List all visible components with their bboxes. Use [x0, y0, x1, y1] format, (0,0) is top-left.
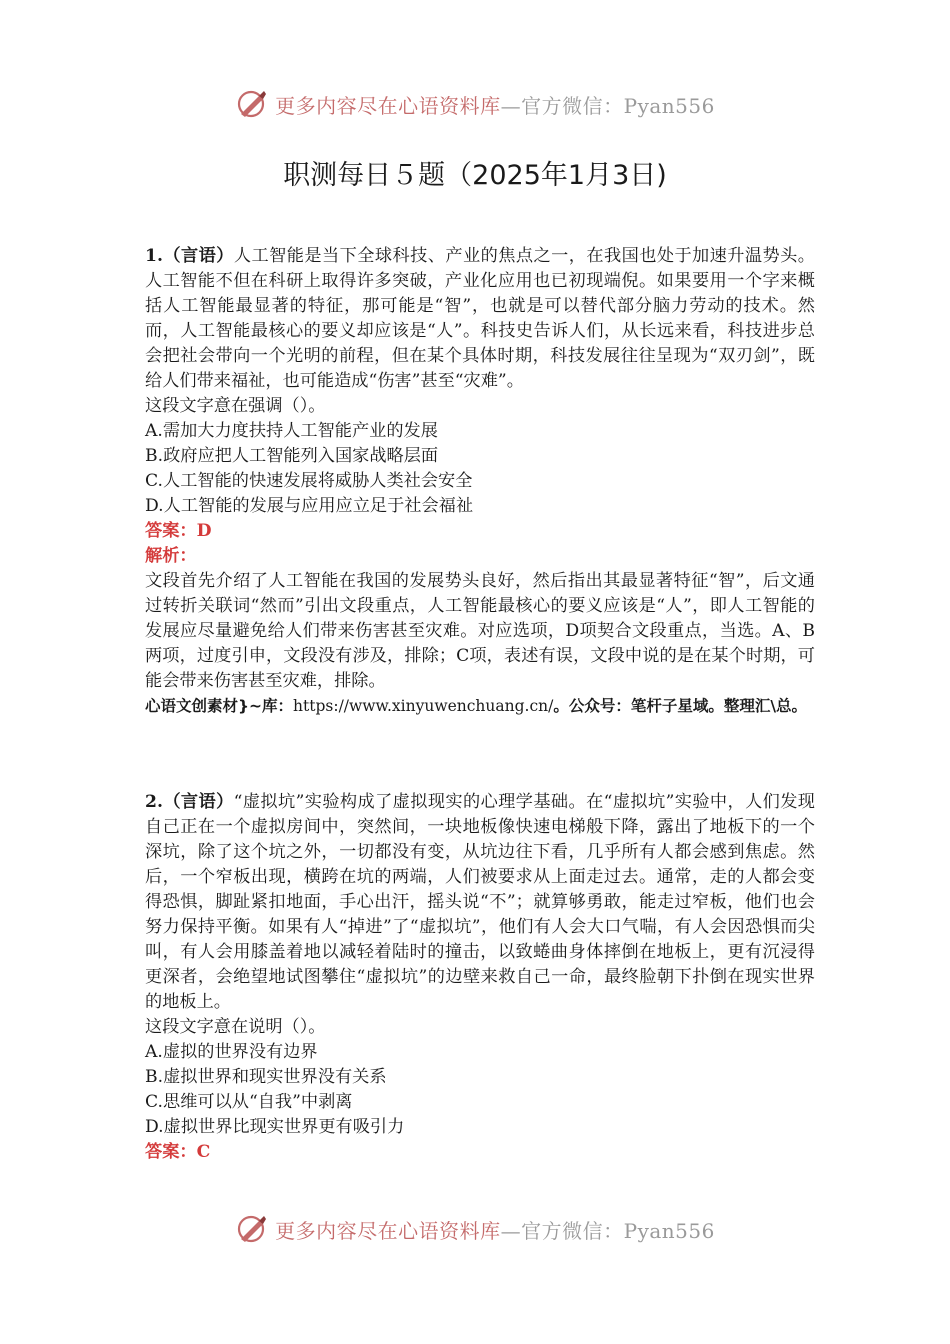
pen-logo-icon — [235, 1212, 269, 1246]
option-b: B.虚拟世界和现实世界没有关系 — [145, 1067, 387, 1087]
answer-label: 答案：C — [145, 1142, 211, 1162]
answer-label: 答案：D — [145, 521, 212, 541]
question-2 — [145, 790, 815, 1165]
question-1-prompt: 这段文字意在强调（）。 — [145, 396, 326, 416]
question-number: 1.（言语） — [145, 246, 234, 266]
option-c: C.思维可以从“自我”中剥离 — [145, 1092, 353, 1112]
question-1 — [145, 244, 815, 719]
pen-logo-icon — [235, 87, 269, 121]
question-2-passage: 2.（言语）“虚拟坑”实验构成了虚拟现实的心理学基础。在“虚拟坑”实验中，人们发现自己正在一个虚拟房间中，突然间，一块地板像快速电梯般下降，露出了地板下的一个深坑，除了这个坑之外，一切都没有变，从坑边往下看，几乎所有人都会感到焦虑。然后，一个窄板出现，横跨在坑的两端，人们被要求从上面走过去。通常，走的人都会变得恐惧，脚趾紧扣地面，手心出汗，摇头说“不”；就算够勇敢，能走过窄板，他们也会努力保持平衡。如果有人“掉进”了“虚拟坑”，他们有人会大口气喘，有人会因恐惧而尖叫，有人会用膝盖着地以减轻着陆时的撞击，以致蜷曲身体摔倒在地板上，更有沉浸得更深者，会绝望地试图攀住“虚拟坑”的边壁来救自己一命，最终脸朝下扑倒在现实世界的地板上。 — [145, 792, 815, 1012]
option-a: A.需加大力度扶持人工智能产业的发展 — [145, 421, 438, 441]
option-c: C.人工智能的快速发展将威胁人类社会安全 — [145, 471, 473, 491]
question-2-prompt: 这段文字意在说明（）。 — [145, 1017, 326, 1037]
watermark-url[interactable]: https://www.xinyuwenchuang.cn/ — [293, 697, 554, 715]
page-title: 职测每日５题（2025年1月3日) — [283, 160, 667, 191]
question-number: 2.（言语） — [145, 792, 234, 812]
banner-text: 更多内容尽在心语资料库—官方微信：Pyan556 — [275, 93, 715, 118]
option-b: B.政府应把人工智能列入国家战略层面 — [145, 446, 439, 466]
analysis-label: 解析： — [145, 546, 197, 566]
watermark-line: 心语文创素材}~库：https://www.xinyuwenchuang.cn/。公众号：笔杆子星域。整理汇\总。 — [145, 697, 808, 715]
option-a: A.虚拟的世界没有边界 — [145, 1042, 318, 1062]
analysis-text: 文段首先介绍了人工智能在我国的发展势头良好，然后指出其最显著特征“智”，后文通过转折关联词“然而”引出文段重点，人工智能最核心的要义应该是“人”，即人工智能的发展应尽量避免给人们带来伤害甚至灾难。对应选项，D项契合文段重点，当选。A、B两项，过度引申，文段没有涉及，排除；C项，表述有误，文段中说的是在某个时期，可能会带来伤害甚至灾难，排除。 — [145, 571, 815, 691]
option-d: D.虚拟世界比现实世界更有吸引力 — [145, 1117, 405, 1137]
banner-text: 更多内容尽在心语资料库—官方微信：Pyan556 — [275, 1218, 715, 1243]
header-banner — [0, 84, 950, 124]
footer-banner — [0, 1209, 950, 1249]
option-d: D.人工智能的发展与应用应立足于社会福祉 — [145, 496, 474, 516]
question-1-passage: 1.（言语）人工智能是当下全球科技、产业的焦点之一，在我国也处于加速升温势头。人工智能不但在科研上取得许多突破，产业化应用也已初现端倪。如果要用一个字来概括人工智能最显著的特征，那可能是“智”，也就是可以替代部分脑力劳动的技术。然而，人工智能最核心的要义却应该是“人”。科技史告诉人们，从长远来看，科技进步总会把社会带向一个光明的前程，但在某个具体时期，科技发展往往呈现为“双刃剑”，既给人们带来福祉，也可能造成“伤害”甚至“灾难”。 — [145, 246, 815, 391]
